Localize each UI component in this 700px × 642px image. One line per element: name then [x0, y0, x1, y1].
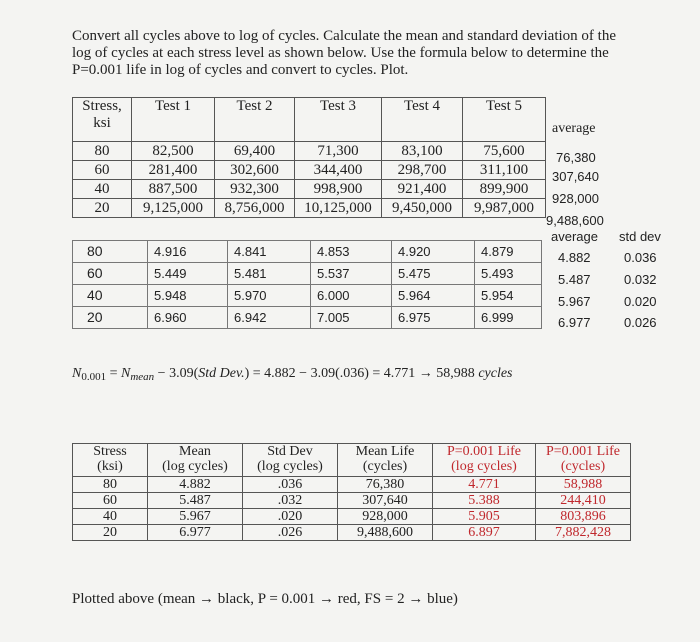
cell: 302,600	[215, 161, 295, 180]
table-row	[73, 509, 631, 525]
cell: 60	[73, 263, 148, 285]
cell: 4.853	[311, 241, 392, 263]
header-test-2: Test 2	[215, 98, 295, 142]
log-average-value: 5.967	[558, 294, 591, 309]
log-average-value: 6.977	[558, 315, 591, 330]
average-label: average	[552, 121, 596, 136]
cell: 899,900	[463, 180, 546, 199]
cell: 6.999	[475, 307, 542, 329]
cell: 75,600	[463, 142, 546, 161]
cell: 5.954	[475, 285, 542, 307]
cell: 80	[73, 142, 132, 161]
table-row	[73, 142, 546, 161]
std-dev-value: 0.032	[624, 272, 657, 287]
table-row	[73, 263, 542, 285]
formula-n-mean: N	[121, 366, 131, 381]
formula-cycles: cycles	[478, 366, 513, 381]
cell: 6.897	[433, 525, 536, 541]
header-stress: Stress, ksi	[73, 98, 132, 142]
cell: 20	[73, 307, 148, 329]
log-std-label: std dev	[619, 229, 661, 244]
table-row	[73, 241, 542, 263]
table-row	[73, 180, 546, 199]
log-cycles-table	[72, 240, 542, 329]
cell: 60	[73, 161, 132, 180]
cell: 20	[73, 525, 148, 541]
cell: 6.975	[392, 307, 475, 329]
cell: 932,300	[215, 180, 295, 199]
average-value: 76,380	[556, 150, 596, 165]
formula-line	[72, 366, 513, 382]
cell: .036	[243, 477, 338, 493]
cell: 58,988	[536, 477, 631, 493]
cell: 9,987,000	[463, 199, 546, 218]
cell: 298,700	[382, 161, 463, 180]
cell: 60	[73, 493, 148, 509]
cell: 5.475	[392, 263, 475, 285]
cell: 244,410	[536, 493, 631, 509]
header-p-life-log: P=0.001 Life (log cycles)	[433, 444, 536, 477]
cell: 307,640	[338, 493, 433, 509]
cell: 40	[73, 285, 148, 307]
formula-std: Std Dev.	[198, 366, 245, 381]
cell: 5.487	[148, 493, 243, 509]
table-row	[73, 285, 542, 307]
std-dev-value: 0.020	[624, 294, 657, 309]
cell: 7.005	[311, 307, 392, 329]
cell: 80	[73, 477, 148, 493]
cell: 5.970	[228, 285, 311, 307]
header-stress: Stress (ksi)	[73, 444, 148, 477]
plot-legend-note: Plotted above (mean → black, P = 0.001 → red, FS = 2 → blue)	[72, 591, 458, 607]
cell: .026	[243, 525, 338, 541]
cell: 921,400	[382, 180, 463, 199]
average-value: 928,000	[552, 191, 599, 206]
average-value: 9,488,600	[546, 213, 604, 228]
cell: 4.916	[148, 241, 228, 263]
cell: 928,000	[338, 509, 433, 525]
cell: 7,882,428	[536, 525, 631, 541]
cell: 5.388	[433, 493, 536, 509]
header-test-4: Test 4	[382, 98, 463, 142]
cell: 5.948	[148, 285, 228, 307]
cell: 803,896	[536, 509, 631, 525]
cell: 5.964	[392, 285, 475, 307]
raw-cycles-table	[72, 97, 546, 218]
cell: .020	[243, 509, 338, 525]
cell: 69,400	[215, 142, 295, 161]
formula-eq: =	[106, 366, 121, 381]
header-p-life: P=0.001 Life (cycles)	[536, 444, 631, 477]
log-average-value: 5.487	[558, 272, 591, 287]
log-average-value: 4.882	[558, 250, 591, 265]
cell: 311,100	[463, 161, 546, 180]
cell: 4.841	[228, 241, 311, 263]
formula-sub-mean: mean	[130, 371, 155, 383]
cell: 344,400	[295, 161, 382, 180]
cell: 4.882	[148, 477, 243, 493]
table-row	[73, 307, 542, 329]
table-row	[73, 477, 631, 493]
cell: 82,500	[132, 142, 215, 161]
formula-part: − 3.09(	[154, 366, 199, 381]
cell: 4.920	[392, 241, 475, 263]
header-test-1: Test 1	[132, 98, 215, 142]
cell: 71,300	[295, 142, 382, 161]
formula-part: ) = 4.882 − 3.09(.036) = 4.771 → 58,988	[244, 366, 479, 381]
cell: 5.481	[228, 263, 311, 285]
cell: 5.905	[433, 509, 536, 525]
log-average-label: average	[551, 229, 598, 244]
table-row	[73, 161, 546, 180]
cell: 20	[73, 199, 132, 218]
cell: 6.977	[148, 525, 243, 541]
cell: 887,500	[132, 180, 215, 199]
header-mean-life: Mean Life (cycles)	[338, 444, 433, 477]
cell: 76,380	[338, 477, 433, 493]
table-row	[73, 199, 546, 218]
cell: 80	[73, 241, 148, 263]
cell: 40	[73, 509, 148, 525]
formula-n: N	[72, 366, 82, 381]
instructions-text: Convert all cycles above to log of cycles. Calculate the mean and standard deviation of the log of cycles at each stress level as shown below. Use the formula below to determine the P=0.001 life in log of cycles and convert to cycles. Plot.	[72, 28, 616, 78]
cell: 9,450,000	[382, 199, 463, 218]
cell: 4.771	[433, 477, 536, 493]
cell: 40	[73, 180, 132, 199]
cell: 6.000	[311, 285, 392, 307]
std-dev-value: 0.036	[624, 250, 657, 265]
cell: 6.960	[148, 307, 228, 329]
cell: 9,488,600	[338, 525, 433, 541]
table-row	[73, 525, 631, 541]
cell: 8,756,000	[215, 199, 295, 218]
cell: 9,125,000	[132, 199, 215, 218]
header-std-dev: Std Dev (log cycles)	[243, 444, 338, 477]
cell: 5.967	[148, 509, 243, 525]
formula-sub: 0.001	[81, 371, 107, 383]
cell: 5.493	[475, 263, 542, 285]
header-test-3: Test 3	[295, 98, 382, 142]
cell: 83,100	[382, 142, 463, 161]
header-mean: Mean (log cycles)	[148, 444, 243, 477]
cell: 5.449	[148, 263, 228, 285]
table-row	[73, 493, 631, 509]
cell: .032	[243, 493, 338, 509]
std-dev-value: 0.026	[624, 315, 657, 330]
header-test-5: Test 5	[463, 98, 546, 142]
cell: 6.942	[228, 307, 311, 329]
cell: 4.879	[475, 241, 542, 263]
cell: 5.537	[311, 263, 392, 285]
average-value: 307,640	[552, 169, 599, 184]
cell: 998,900	[295, 180, 382, 199]
header-row	[73, 444, 631, 477]
summary-table	[72, 443, 631, 541]
cell: 10,125,000	[295, 199, 382, 218]
cell: 281,400	[132, 161, 215, 180]
